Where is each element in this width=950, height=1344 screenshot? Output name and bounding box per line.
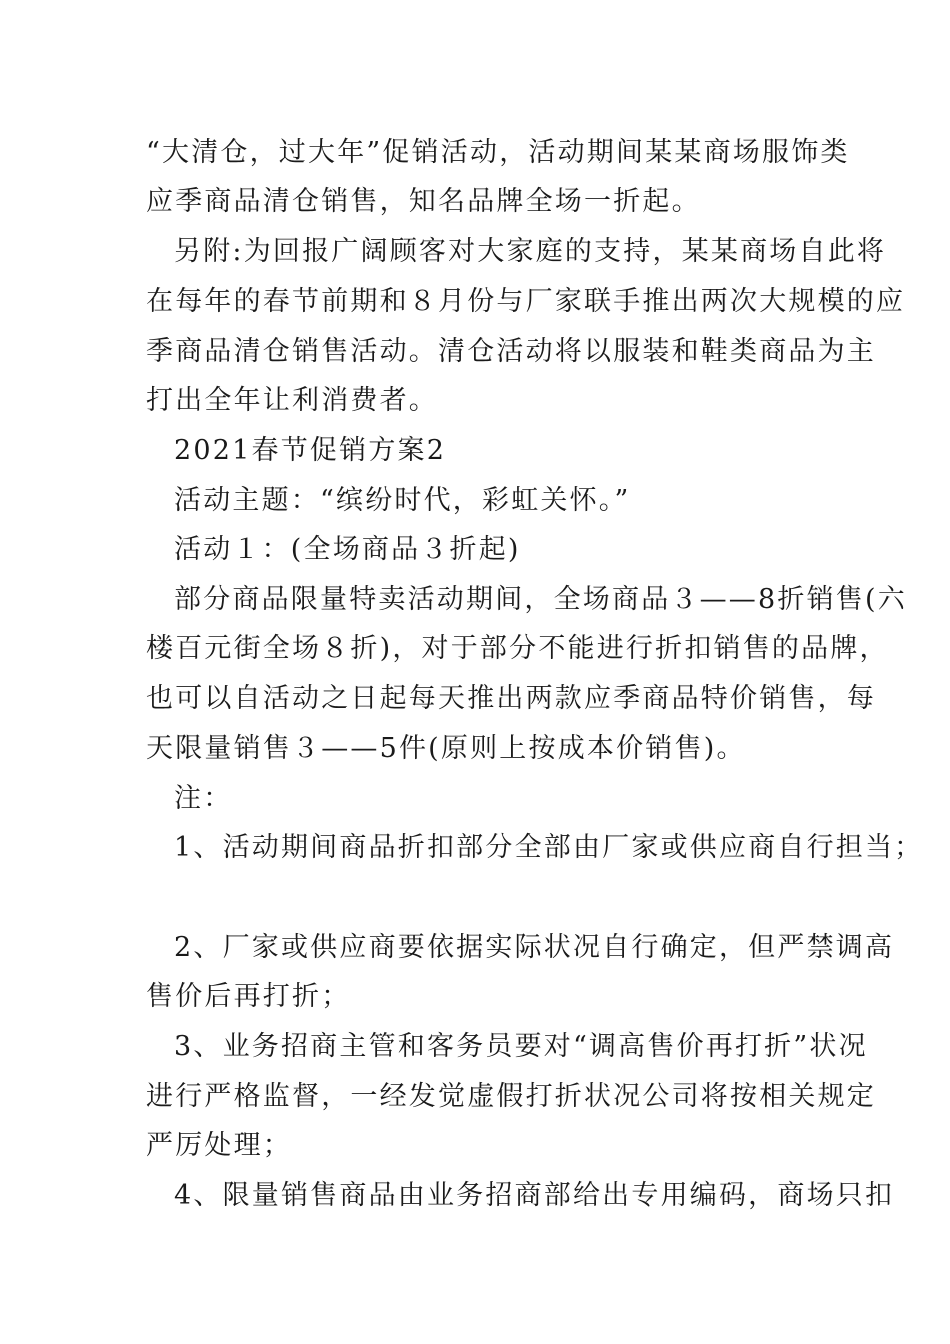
text-line-18: 3、业务招商主管和客务员要对“调高售价再打折”状况 (174, 1031, 868, 1062)
text-line-12: 也可以自活动之日起每天推出两款应季商品特价销售，每 (146, 683, 876, 714)
text-line-9: 活动１：(全场商品３折起) (174, 534, 521, 565)
section-heading: 2021春节促销方案2 (174, 435, 447, 466)
text-line-5: 季商品清仓销售活动。清仓活动将以服装和鞋类商品为主 (146, 336, 876, 367)
text-line-3: 另附:为回报广阔顾客对大家庭的支持，某某商场自此将 (174, 236, 887, 267)
text-line-17: 售价后再打折； (146, 981, 351, 1012)
text-line-21: 4、限量销售商品由业务招商部给出专用编码，商场只扣 (174, 1180, 895, 1211)
text-line-16: 2、厂家或供应商要依据实际状况自行确定，但严禁调高 (174, 932, 895, 963)
text-line-20: 严厉处理； (146, 1130, 292, 1161)
text-line-8: 活动主题：“缤纷时代，彩虹关怀。” (174, 485, 631, 516)
note-heading: 注： (174, 783, 233, 814)
text-line-4: 在每年的春节前期和８月份与厂家联手推出两次大规模的应 (146, 286, 906, 317)
text-line-1: “大清仓，过大年”促销活动，活动期间某某商场服饰类 (146, 137, 850, 168)
text-line-11: 楼百元街全场８折)，对于部分不能进行折扣销售的品牌， (146, 633, 889, 664)
text-line-10: 部分商品限量特卖活动期间，全场商品３——8折销售(六 (174, 584, 907, 615)
text-line-6: 打出全年让利消费者。 (146, 385, 438, 416)
text-line-19: 进行严格监督，一经发觉虚假打折状况公司将按相关规定 (146, 1081, 876, 1112)
text-line-13: 天限量销售３——5件(原则上按成本价销售)。 (146, 733, 746, 764)
text-line-15: 1、活动期间商品折扣部分全部由厂家或供应商自行担当； (174, 832, 924, 863)
text-line-2: 应季商品清仓销售，知名品牌全场一折起。 (146, 186, 701, 217)
